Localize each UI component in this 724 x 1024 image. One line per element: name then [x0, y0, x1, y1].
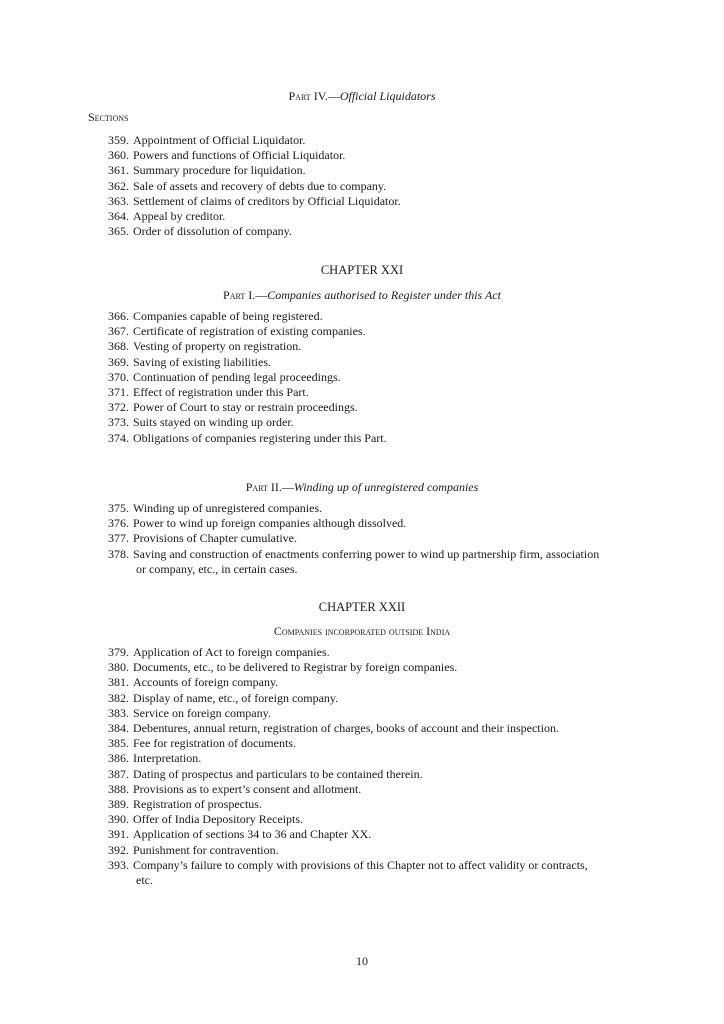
section-entry	[108, 179, 668, 194]
section-title: Saving of existing liabilities.	[133, 354, 271, 369]
section-number: 368.	[108, 339, 129, 354]
section-number: 382.	[108, 690, 129, 705]
section-entry	[108, 415, 668, 430]
section-title: Suits stayed on winding up order.	[133, 415, 294, 430]
section-number: 393.	[108, 857, 129, 872]
section-number: 367.	[108, 324, 129, 339]
section-entry-continuation	[108, 873, 668, 888]
section-title-continuation: etc.	[136, 873, 153, 888]
section-number: 364.	[108, 209, 129, 224]
section-title: Companies capable of being registered.	[133, 309, 323, 323]
part-i-prefix: Part I.	[223, 288, 256, 302]
chapter-xxii-heading: CHAPTER XXII	[318, 600, 406, 614]
section-title-continuation: or company, etc., in certain cases.	[136, 561, 298, 576]
section-number: 371.	[108, 385, 129, 400]
section-title: Interpretation.	[133, 751, 202, 766]
section-entry	[108, 355, 668, 370]
section-title: Debentures, annual return, registration of charges, books of account and their inspection.	[133, 721, 559, 736]
section-title: Application of Act to foreign companies.	[133, 645, 330, 659]
section-number: 387.	[108, 766, 129, 781]
section-title: Provisions as to expert’s consent and allotment.	[133, 781, 362, 796]
page-number: 10	[356, 954, 368, 968]
section-entry	[108, 736, 668, 751]
part-iv-section-list	[108, 133, 668, 239]
section-title: Offer of India Depository Receipts.	[133, 812, 304, 827]
section-title: Display of name, etc., of foreign company.	[133, 690, 339, 705]
section-entry	[108, 324, 668, 339]
section-entry	[108, 148, 668, 163]
sections-label: Sections	[88, 110, 129, 124]
section-entry	[108, 194, 668, 209]
section-entry	[108, 645, 668, 660]
section-number: 389.	[108, 797, 129, 812]
part-iv-prefix: Part IV.	[288, 89, 328, 103]
section-number: 381.	[108, 675, 129, 690]
section-number: 373.	[108, 415, 129, 430]
section-entry	[108, 721, 668, 736]
part-i-title: Companies authorised to Register under this Act	[267, 288, 501, 302]
section-number: 391.	[108, 827, 129, 842]
section-number: 383.	[108, 705, 129, 720]
section-title: Punishment for contravention.	[133, 842, 279, 857]
section-number: 369.	[108, 354, 129, 369]
section-number: 362.	[108, 178, 129, 193]
chapter-xxi-part-i-heading	[0, 288, 724, 303]
section-entry	[108, 751, 668, 766]
section-title: Saving and construction of enactments conferring power to wind up partnership firm, association	[133, 546, 600, 561]
section-entry	[108, 133, 668, 148]
section-number: 390.	[108, 812, 129, 827]
section-title: Application of sections 34 to 36 and Chapter XX.	[133, 827, 372, 842]
section-number: 379.	[108, 645, 129, 659]
section-entry	[108, 339, 668, 354]
part-i-section-list	[108, 309, 668, 446]
chapter-xxii-section-list	[108, 645, 668, 888]
section-number: 384.	[108, 721, 129, 736]
section-number: 372.	[108, 400, 129, 415]
section-title: Winding up of unregistered companies.	[133, 501, 323, 515]
section-number: 365.	[108, 224, 129, 239]
section-title: Documents, etc., to be delivered to Registrar by foreign companies.	[133, 660, 458, 675]
section-entry	[108, 309, 668, 324]
section-title: Provisions of Chapter cumulative.	[133, 531, 297, 546]
part-iv-dash: —	[327, 89, 340, 103]
section-title: Power of Court to stay or restrain proceedings.	[133, 400, 358, 415]
section-title: Summary procedure for liquidation.	[133, 163, 306, 178]
section-entry	[108, 224, 668, 239]
section-number: 377.	[108, 531, 129, 546]
section-entry	[108, 385, 668, 400]
section-title: Accounts of foreign company.	[133, 675, 279, 690]
section-title: Continuation of pending legal proceedings.	[133, 369, 341, 384]
section-title: Company’s failure to comply with provisions of this Chapter not to affect validity or contracts,	[133, 857, 588, 872]
section-title: Order of dissolution of company.	[133, 224, 292, 239]
section-entry	[108, 691, 668, 706]
section-number: 370.	[108, 369, 129, 384]
chapter-xxi-heading: CHAPTER XXI	[320, 263, 404, 277]
chapter-xxi-part-ii-heading	[0, 480, 724, 495]
section-entry	[108, 782, 668, 797]
section-title: Registration of prospectus.	[133, 797, 262, 812]
section-number: 374.	[108, 430, 129, 445]
section-entry-continuation	[108, 562, 668, 577]
part-ii-dash: —	[281, 480, 294, 494]
section-entry	[108, 767, 668, 782]
section-title: Obligations of companies registering under this Part.	[133, 430, 387, 445]
section-title: Powers and functions of Official Liquidator.	[133, 148, 346, 163]
section-number: 380.	[108, 660, 129, 675]
section-title: Power to wind up foreign companies although dissolved.	[133, 516, 407, 531]
section-title: Appointment of Official Liquidator.	[133, 133, 306, 147]
section-title: Certificate of registration of existing companies.	[133, 324, 366, 339]
section-number: 386.	[108, 751, 129, 766]
section-entry	[108, 370, 668, 385]
part-iv-title: Official Liquidators	[339, 89, 436, 103]
section-title: Settlement of claims of creditors by Official Liquidator.	[133, 193, 401, 208]
section-entry	[108, 812, 668, 827]
section-number: 392.	[108, 842, 129, 857]
section-entry	[108, 516, 668, 531]
chapter-xxii-subheading: Companies incorporated outside India	[273, 624, 451, 638]
section-number: 366.	[108, 309, 129, 323]
section-title: Appeal by creditor.	[133, 209, 226, 224]
section-number: 361.	[108, 163, 129, 178]
section-entry	[108, 501, 668, 516]
section-title: Fee for registration of documents.	[133, 736, 296, 751]
section-entry	[108, 675, 668, 690]
section-number: 363.	[108, 193, 129, 208]
part-i-dash: —	[255, 288, 268, 302]
section-entry	[108, 531, 668, 546]
section-number: 378.	[108, 546, 129, 561]
section-entry	[108, 547, 668, 562]
section-title: Service on foreign company.	[133, 705, 271, 720]
section-entry	[108, 827, 668, 842]
section-number: 359.	[108, 133, 129, 147]
section-title: Sale of assets and recovery of debts due to company.	[133, 178, 387, 193]
section-number: 388.	[108, 781, 129, 796]
part-iv-heading	[0, 89, 724, 104]
section-entry	[108, 797, 668, 812]
section-title: Effect of registration under this Part.	[133, 385, 309, 400]
section-entry	[108, 660, 668, 675]
part-ii-prefix: Part II.	[245, 480, 282, 494]
section-entry	[108, 706, 668, 721]
section-title: Vesting of property on registration.	[133, 339, 302, 354]
section-number: 376.	[108, 516, 129, 531]
section-entry	[108, 400, 668, 415]
section-number: 375.	[108, 501, 129, 515]
section-entry	[108, 858, 668, 873]
section-number: 360.	[108, 148, 129, 163]
section-entry	[108, 209, 668, 224]
section-entry	[108, 163, 668, 178]
section-title: Dating of prospectus and particulars to be contained therein.	[133, 766, 423, 781]
section-entry	[108, 431, 668, 446]
section-number: 385.	[108, 736, 129, 751]
section-entry	[108, 843, 668, 858]
part-ii-section-list	[108, 501, 668, 577]
part-ii-title: Winding up of unregistered companies	[293, 480, 479, 494]
